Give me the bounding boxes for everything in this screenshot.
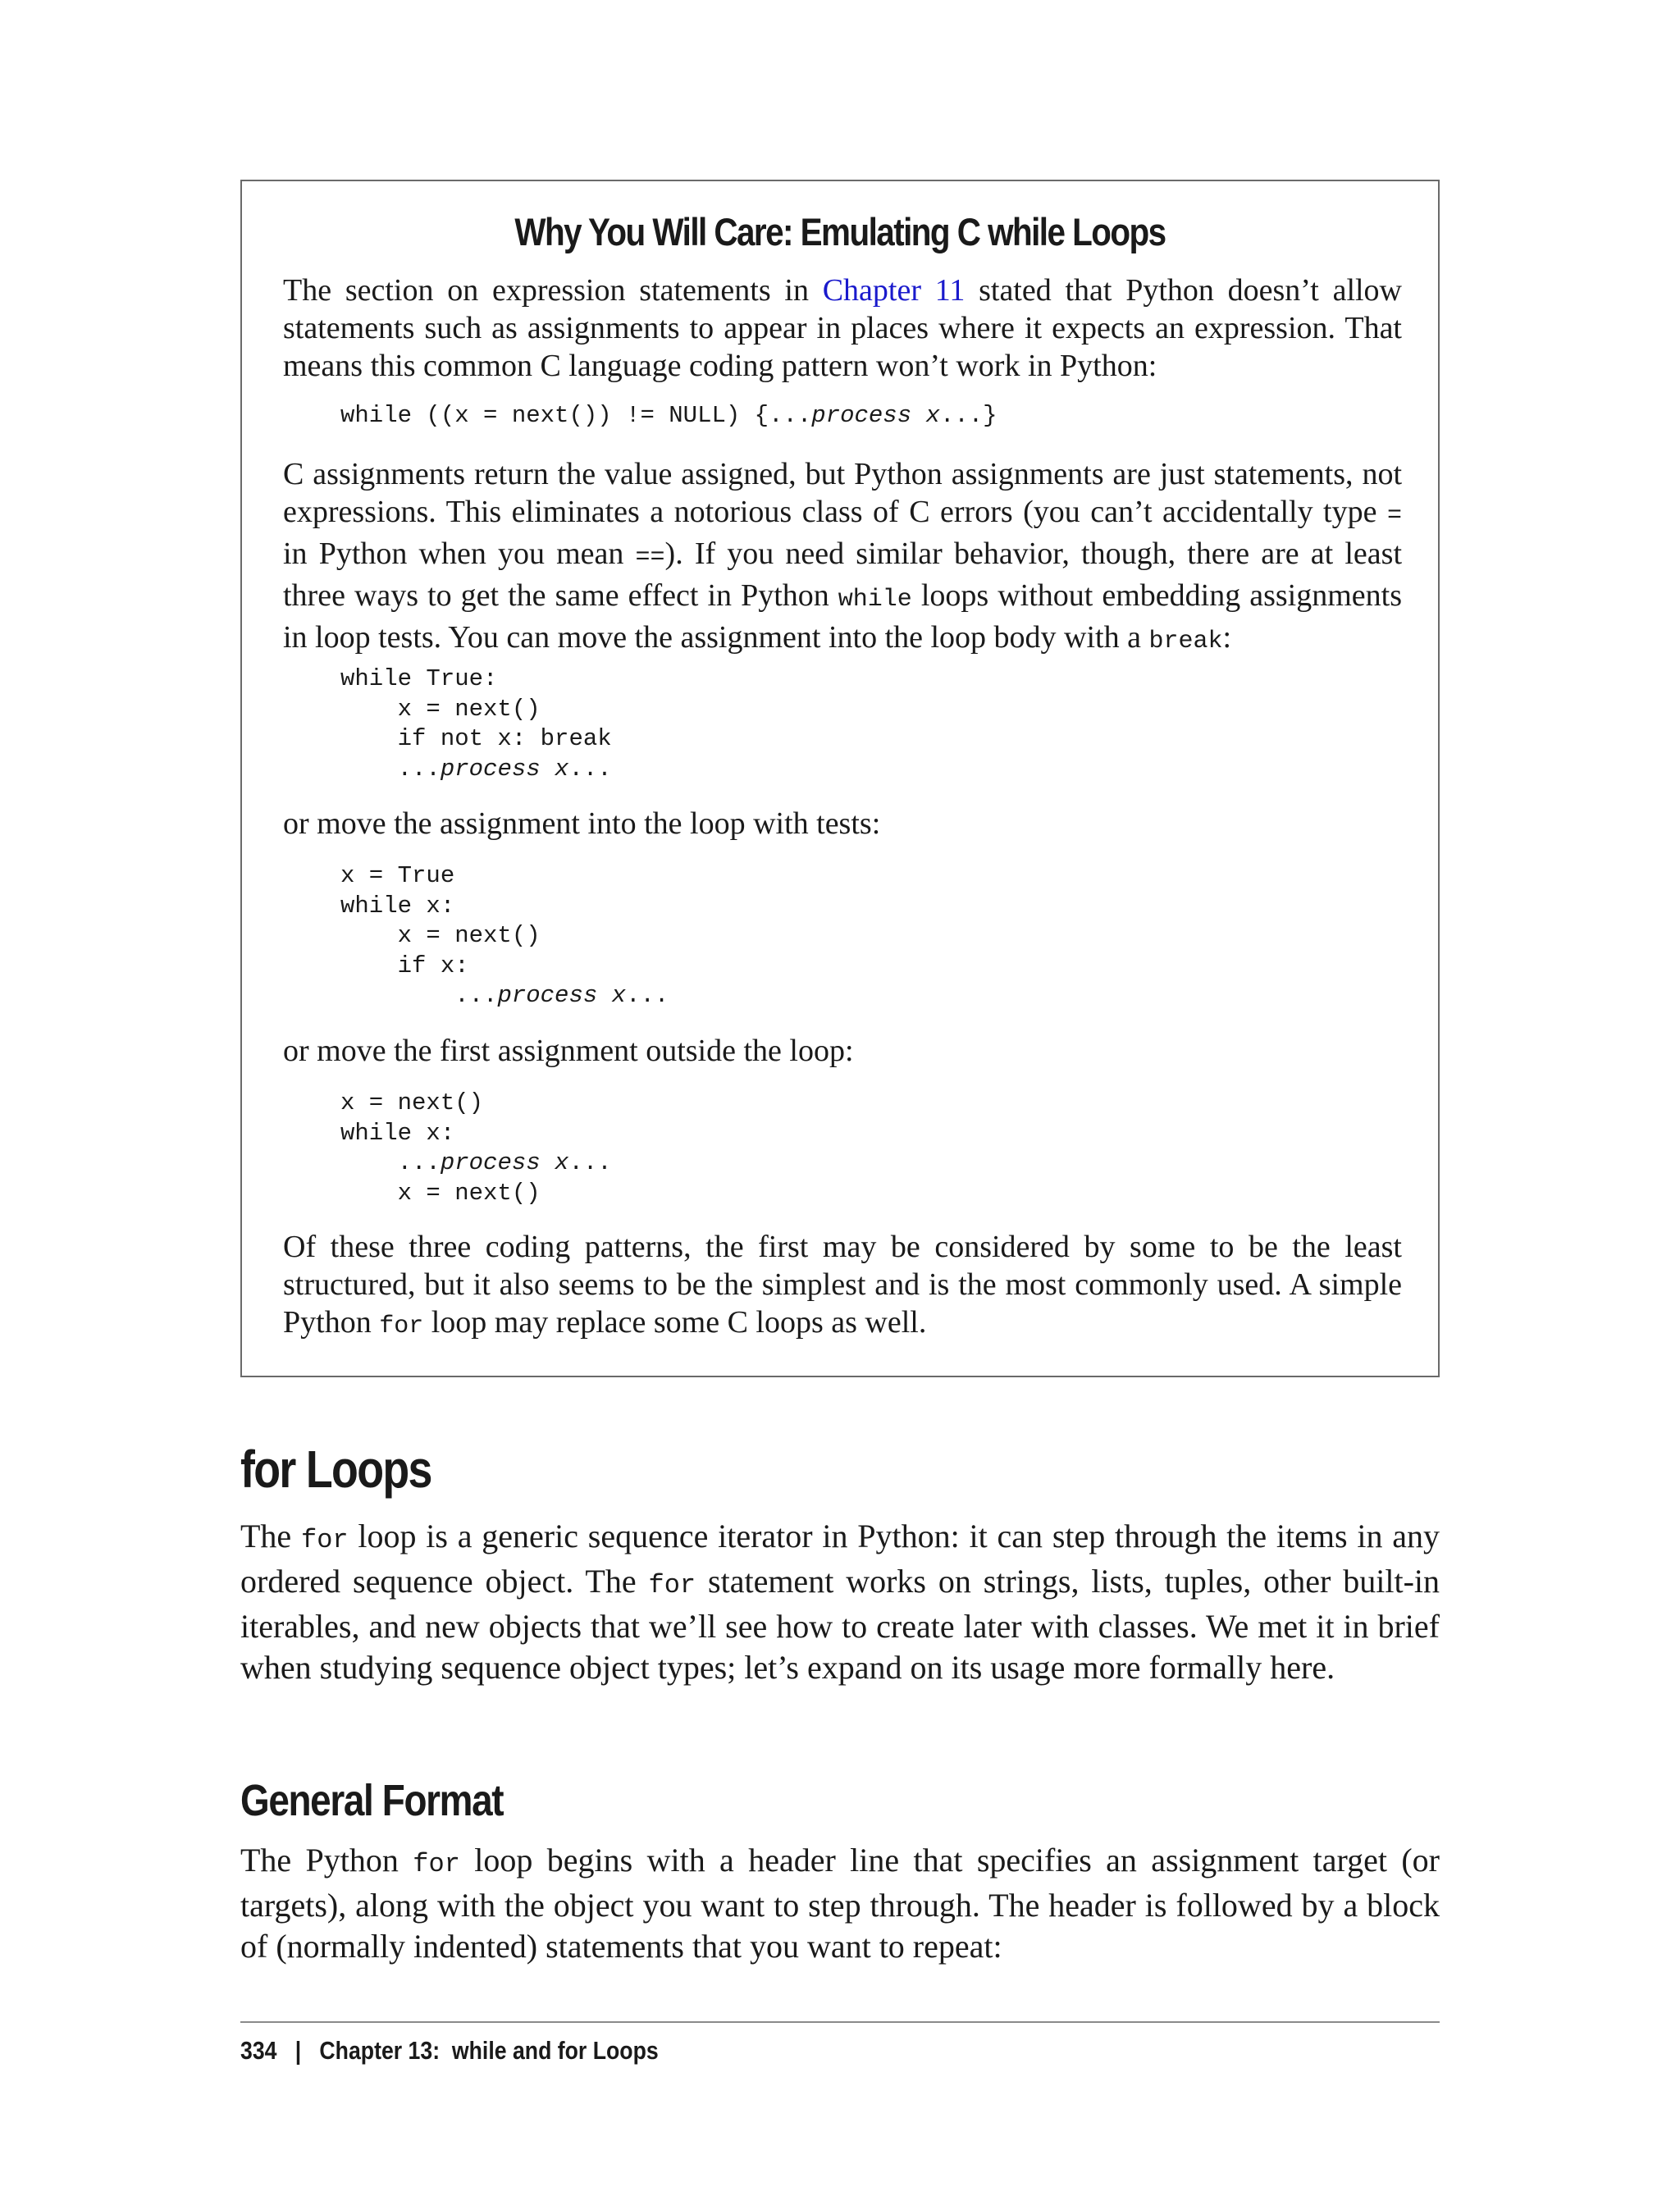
code-block-break: while True: x = next() if not x: break ...process x... <box>340 665 612 783</box>
sidebar-paragraph-2: C assignments return the value assigned, but Python assignments are just statements, not expressions. This eliminates a notorious class of C errors (you can’t accidentally type = in Python when you mean ==). If you need similar behavior, though, there are at least three ways to get the same effect in Python while loops without embedding assignments in loop tests. You can move the assignment into the loop body with a break: <box>283 457 1402 655</box>
sidebar-paragraph-5: Of these three coding patterns, the first may be considered by some to be the least structured, but it also seems to be the simplest and is the most commonly used. A simple Python for loop may replace some C loops as well. <box>283 1230 1402 1340</box>
page-number: 334 <box>240 2036 277 2065</box>
section-heading-for-loops: for Loops <box>240 1440 431 1499</box>
chapter-11-link[interactable]: Chapter 11 <box>822 273 966 308</box>
footer-rule <box>240 2021 1440 2023</box>
code-block-tests: x = True while x: x = next() if x: ...process x... <box>340 862 669 1009</box>
sidebar-paragraph-4: or move the first assignment outside the loop: <box>283 1034 854 1068</box>
code-block-c-pattern: while ((x = next()) != NULL) {...process x...} <box>340 402 998 429</box>
page-footer <box>240 2034 659 2067</box>
sidebar-paragraph-1: The section on expression statements in Chapter 11 stated that Python doesn’t allow statements such as assignments to appear in places where it expects an expression. That means this common C language coding pattern won’t work in Python: <box>283 273 1402 383</box>
sidebar-title: Why You Will Care: Emulating C while Loops <box>514 210 1166 253</box>
footer-separator: | <box>294 2036 302 2065</box>
subsection-heading-general-format: General Format <box>240 1776 504 1825</box>
section-paragraph-1: The for loop is a generic sequence iterator in Python: it can step through the items in any ordered sequence object. The for statement works on strings, lists, tuples, other built-in iterables, and new objects that we’ll see how to create later with classes. We met it in brief when studying sequence object types; let’s expand on its usage more formally here. <box>240 1518 1440 1686</box>
chapter-title: Chapter 13: while and for Loops <box>319 2036 659 2065</box>
subsection-paragraph-1: The Python for loop begins with a header line that specifies an assignment target (or targets), along with the object you want to step through. The header is followed by a block of (normally indented) statements that you want to repeat: <box>240 1842 1440 1965</box>
sidebar-box <box>240 180 1440 1377</box>
code-block-outside: x = next() while x: ...process x... x = next() <box>340 1089 612 1207</box>
sidebar-paragraph-3: or move the assignment into the loop with tests: <box>283 806 881 841</box>
